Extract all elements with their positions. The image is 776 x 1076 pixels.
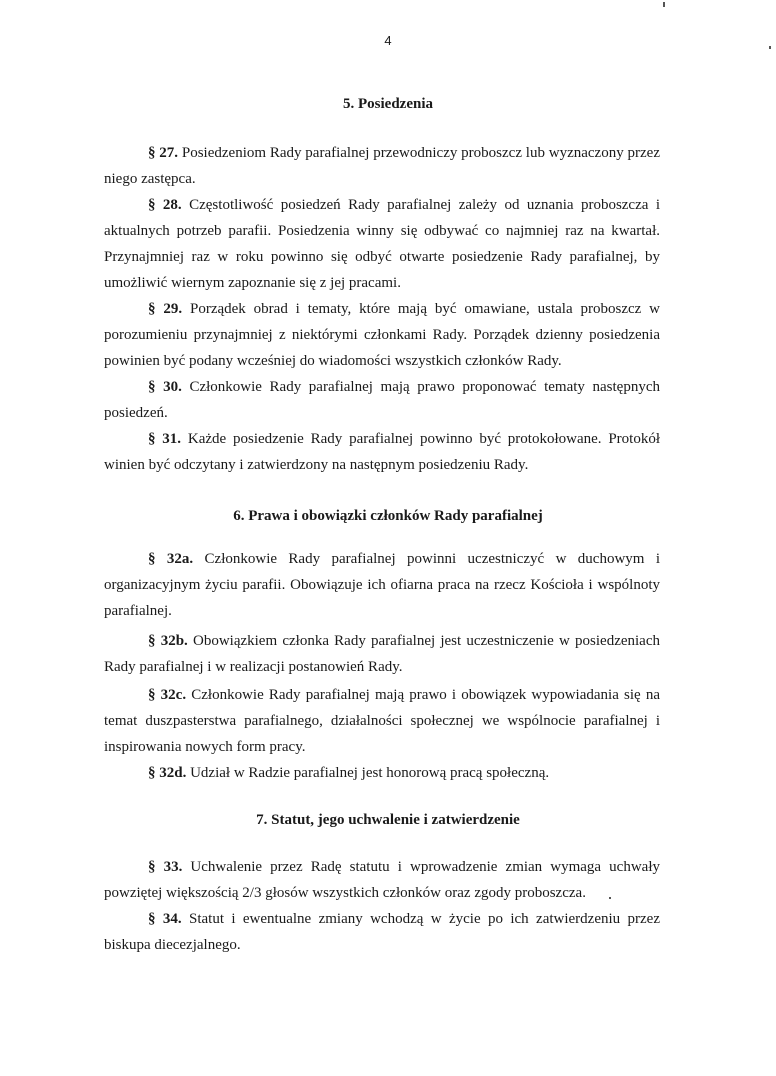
paragraph-number: § 33. [148, 859, 183, 875]
paragraph-number: § 28. [148, 197, 182, 213]
paragraph-text: Obowiązkiem członka Rady parafialnej jest uczestniczenie w posiedzeniach Rady parafialnej i w realizacji postanowień Rady. [104, 633, 661, 675]
paragraph-text: Posiedzeniom Rady parafialnej przewodniczy proboszcz lub wyznaczony przez niego zastępca. [104, 145, 660, 187]
paragraph-number: § 32a. [148, 551, 194, 567]
paragraph-text: Członkowie Rady parafialnej mają prawo i obowiązek wypowiadania się na temat duszpasterstwa parafialnego, działalności społecznej we wspólnocie parafialnej i inspirowania nowych form pracy. [104, 687, 660, 755]
paragraph-text: Członkowie Rady parafialnej mają prawo proponować tematy następnych posiedzeń. [104, 379, 660, 421]
paragraph-number: § 34. [148, 911, 182, 927]
scan-speck [609, 897, 611, 899]
paragraph-number: § 31. [148, 431, 182, 447]
paragraph-number: § 30. [148, 379, 182, 395]
paragraph-text: Porządek obrad i tematy, które mają być omawiane, ustala proboszcz w porozumieniu przynajmniej z niektórymi członkami Rady. Porządek dzienny posiedzenia powinien być podany wcześniej do wiadomości wszystkich członków Rady. [104, 301, 661, 369]
paragraph [104, 140, 660, 192]
paragraph-text: Częstotliwość posiedzeń Rady parafialnej zależy od uznania proboszcza i aktualnych potrzeb parafii. Posiedzenia winny się odbywać co najmniej raz na kwartał. Przynajmniej raz w roku powinno się odbyć otwarte posiedzenie Rady parafialnej, by umożliwić wiernym zapoznanie się z jej pracami. [104, 197, 661, 291]
paragraph-text: Uchwalenie przez Radę statutu i wprowadzenie zmian wymaga uchwały powziętej większością 2/3 głosów wszystkich członków oraz zgody proboszcza. [104, 859, 660, 901]
paragraph-text: Udział w Radzie parafialnej jest honorową pracą społeczną. [186, 765, 550, 781]
paragraph-number: § 32c. [148, 687, 187, 703]
paragraph [104, 192, 660, 296]
section-heading: 7. Statut, jego uchwalenie i zatwierdzenie [256, 812, 520, 828]
paragraph [104, 426, 660, 478]
scan-speck [769, 46, 771, 49]
paragraph [104, 374, 660, 426]
paragraph-text: Statut i ewentualne zmiany wchodzą w życie po ich zatwierdzeniu przez biskupa diecezjalnego. [104, 911, 661, 953]
paragraph [104, 296, 660, 374]
paragraph [104, 854, 660, 906]
paragraph-number: § 27. [148, 145, 179, 161]
paragraph-text: Każde posiedzenie Rady parafialnej powinno być protokołowane. Protokół winien być odczytany i zatwierdzony na następnym posiedzeniu Rady. [104, 431, 661, 473]
paragraph [104, 906, 660, 958]
paragraph-number: § 32b. [148, 633, 188, 649]
section-heading: 5. Posiedzenia [343, 96, 433, 112]
section-heading: 6. Prawa i obowiązki członków Rady parafialnej [233, 508, 543, 524]
page-number: 4 [384, 33, 392, 48]
paragraph-number: § 29. [148, 301, 183, 317]
paragraph-text: Członkowie Rady parafialnej powinni uczestniczyć w duchowym i organizacyjnym życiu parafii. Obowiązuje ich ofiarna praca na rzecz Kościoła i wspólnoty parafialnej. [104, 551, 661, 619]
paragraph [104, 682, 660, 760]
paragraph [104, 628, 660, 680]
paragraph [104, 760, 660, 786]
paragraph [104, 546, 660, 624]
paragraph-number: § 32d. [148, 765, 187, 781]
scan-speck [663, 2, 665, 7]
